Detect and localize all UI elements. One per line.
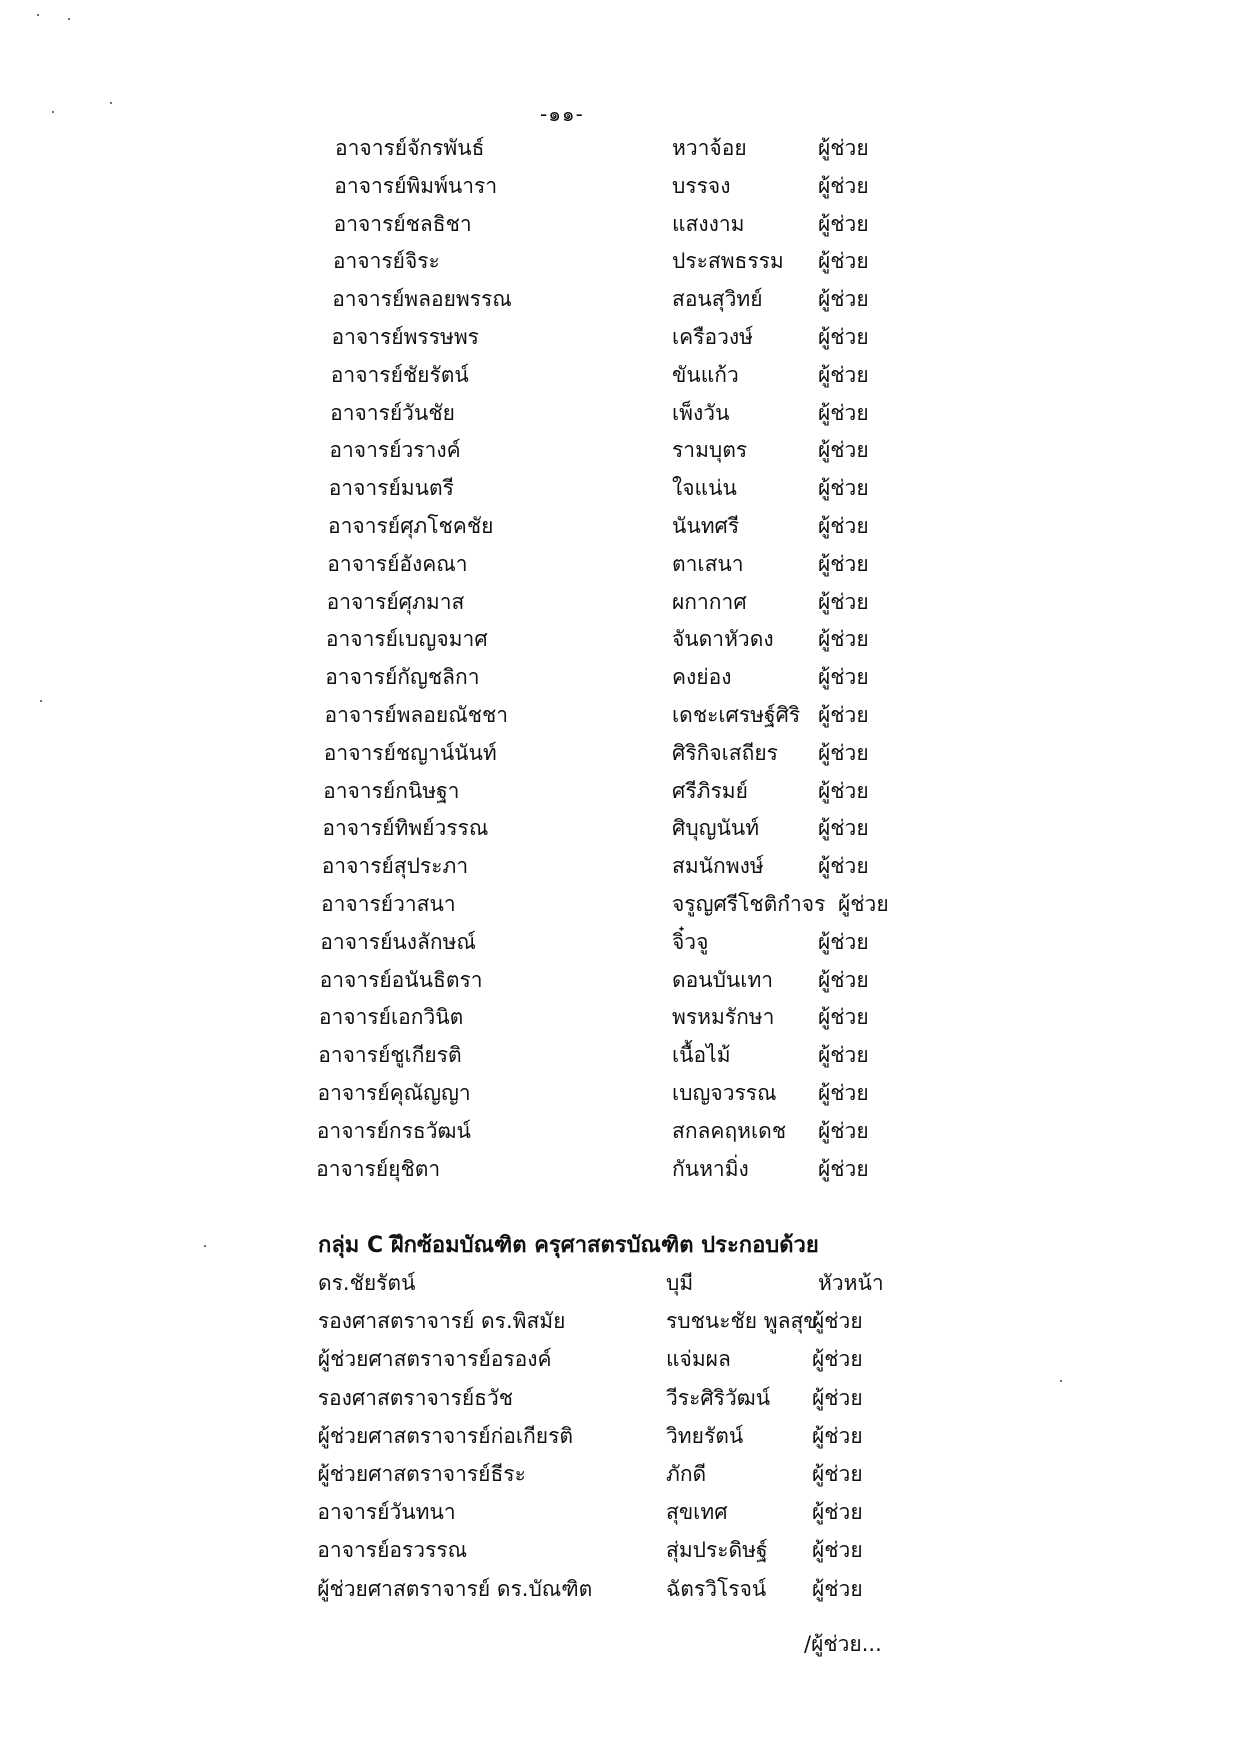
member-name: อาจารย์วาสนา bbox=[321, 892, 456, 916]
member-role: ผู้ช่วย bbox=[818, 400, 869, 425]
member-surname: จรูญศรีโชติกำจร bbox=[672, 892, 826, 916]
scan-speck bbox=[110, 102, 112, 104]
member-row bbox=[0, 697, 1237, 733]
member-surname: ดอนบันเทา bbox=[672, 967, 774, 992]
member-role: ผู้ช่วย bbox=[818, 325, 869, 349]
member-name: อาจารย์วันชัย bbox=[330, 400, 455, 425]
member-row bbox=[0, 1418, 1237, 1454]
member-name: ผู้ช่วยศาสตราจารย์อรองค์ bbox=[317, 1347, 552, 1372]
member-role: ผู้ช่วย bbox=[818, 1156, 869, 1181]
member-role: ผู้ช่วย bbox=[818, 438, 869, 463]
member-row bbox=[0, 206, 1237, 242]
member-surname: ศิริกิจเสถียร bbox=[672, 740, 778, 765]
member-surname: คงย่อง bbox=[672, 665, 732, 690]
member-name: อาจารย์พลอยพรรณ bbox=[332, 287, 512, 312]
member-row bbox=[0, 886, 1237, 922]
member-name: อาจารย์วรางค์ bbox=[329, 438, 461, 463]
scan-speck bbox=[52, 111, 54, 113]
member-row bbox=[0, 1075, 1237, 1111]
member-row bbox=[0, 621, 1237, 657]
member-surname: บุมี bbox=[666, 1271, 694, 1295]
member-role: ผู้ช่วย bbox=[812, 1538, 863, 1563]
member-row bbox=[0, 1037, 1237, 1073]
member-row bbox=[0, 1151, 1237, 1187]
member-role: ผู้ช่วย bbox=[818, 136, 869, 160]
member-row bbox=[0, 1341, 1237, 1377]
member-name: อาจารย์อรวรรณ bbox=[317, 1538, 468, 1563]
member-role: ผู้ช่วย bbox=[812, 1385, 863, 1410]
member-name: อาจารย์ศุภโชคชัย bbox=[328, 514, 494, 538]
member-name: อาจารย์กนิษฐา bbox=[323, 778, 460, 803]
member-row bbox=[0, 848, 1237, 884]
member-role: ผู้ช่วย bbox=[818, 1005, 869, 1030]
scan-speck bbox=[68, 18, 70, 20]
member-role: ผู้ช่วย bbox=[812, 1576, 863, 1601]
member-role: ผู้ช่วย bbox=[818, 627, 869, 652]
member-row bbox=[0, 130, 1237, 166]
member-surname: สุขเทศ bbox=[666, 1500, 728, 1525]
member-role: ผู้ช่วย bbox=[818, 173, 869, 198]
member-surname: สกลคฤหเดช bbox=[672, 1118, 787, 1143]
continuation-marker: /ผู้ช่วย... bbox=[804, 1632, 882, 1656]
member-surname: ประสพธรรม bbox=[672, 249, 784, 274]
member-row bbox=[0, 281, 1237, 317]
member-surname: ฉัตรวิโรจน์ bbox=[666, 1576, 767, 1601]
member-row bbox=[0, 1532, 1237, 1568]
member-name: อาจารย์จักรพันธ์ bbox=[335, 136, 485, 160]
member-name: ผู้ช่วยศาสตราจารย์ ดร.บัณฑิต bbox=[317, 1576, 593, 1601]
member-role: ผู้ช่วย bbox=[818, 1043, 869, 1068]
member-name: ผู้ช่วยศาสตราจารย์ก่อเกียรติ bbox=[317, 1423, 574, 1448]
member-role: ผู้ช่วย bbox=[818, 778, 869, 803]
member-name: อาจารย์มนตรี bbox=[328, 476, 454, 501]
member-surname: ศรีภิรมย์ bbox=[672, 778, 748, 803]
member-surname: ตาเสนา bbox=[672, 551, 744, 576]
member-name: อาจารย์กัญชลิกา bbox=[325, 665, 480, 690]
member-name: อาจารย์คุณัญญา bbox=[317, 1081, 471, 1105]
member-name: อาจารย์วันทนา bbox=[317, 1500, 456, 1525]
member-name: อาจารย์ชัยรัตน์ bbox=[330, 362, 469, 387]
member-row bbox=[0, 1380, 1237, 1416]
member-row bbox=[0, 659, 1237, 695]
member-name: อาจารย์จิระ bbox=[332, 249, 440, 274]
member-role: ผู้ช่วย bbox=[818, 211, 869, 236]
member-role: หัวหน้า bbox=[818, 1271, 884, 1295]
member-role: ผู้ช่วย bbox=[818, 476, 869, 501]
member-row bbox=[0, 357, 1237, 393]
member-role: ผู้ช่วย bbox=[818, 514, 869, 538]
member-surname: เนื้อไม้ bbox=[672, 1043, 731, 1068]
member-surname: พรหมรักษา bbox=[672, 1005, 775, 1030]
member-name: อาจารย์กรธวัฒน์ bbox=[316, 1118, 471, 1143]
member-role: ผู้ช่วย bbox=[818, 551, 869, 576]
member-name: อาจารย์พิมพ์นารา bbox=[334, 173, 498, 198]
member-row bbox=[0, 1494, 1237, 1530]
member-row bbox=[0, 1303, 1237, 1339]
member-role: ผู้ช่วย bbox=[818, 854, 869, 879]
member-role: ผู้ช่วย bbox=[818, 816, 869, 841]
member-row bbox=[0, 999, 1237, 1035]
member-role: ผู้ช่วย bbox=[818, 1081, 869, 1105]
member-row bbox=[0, 810, 1237, 846]
member-row bbox=[0, 1113, 1237, 1149]
member-name: อาจารย์ศุภมาส bbox=[326, 589, 465, 614]
member-name: อาจารย์อนันธิตรา bbox=[319, 967, 483, 992]
member-surname: แจ่มผล bbox=[666, 1347, 731, 1372]
member-role: ผู้ช่วย bbox=[812, 1500, 863, 1525]
member-role: ผู้ช่วย bbox=[818, 740, 869, 765]
member-name: อาจารย์ชลธิชา bbox=[333, 211, 472, 236]
member-name: ผู้ช่วยศาสตราจารย์ธีระ bbox=[317, 1462, 526, 1486]
member-role: ผู้ช่วย bbox=[812, 1347, 863, 1372]
member-surname: นันทศรี bbox=[672, 514, 740, 538]
member-surname: วีระศิริวัฒน์ bbox=[666, 1385, 771, 1410]
member-surname: สุ่มประดิษฐ์ bbox=[666, 1538, 768, 1563]
member-name: อาจารย์ทิพย์วรรณ bbox=[322, 816, 489, 841]
member-surname: เพ็งวัน bbox=[672, 400, 730, 425]
scan-speck bbox=[37, 14, 39, 16]
member-name: อาจารย์อังคณา bbox=[327, 551, 468, 576]
member-surname: ขันแก้ว bbox=[672, 362, 739, 387]
member-row bbox=[0, 735, 1237, 771]
member-row bbox=[0, 1571, 1237, 1607]
member-row bbox=[0, 432, 1237, 468]
member-surname: เดชะเศรษฐ์ศิริ bbox=[672, 703, 801, 727]
member-row bbox=[0, 546, 1237, 582]
member-row bbox=[0, 319, 1237, 355]
member-name: อาจารย์นงลักษณ์ bbox=[320, 929, 476, 954]
member-row bbox=[0, 773, 1237, 809]
member-surname: แสงงาม bbox=[672, 211, 745, 236]
member-name: อาจารย์พรรษพร bbox=[331, 325, 479, 349]
member-name: อาจารย์พลอยณัชชา bbox=[324, 703, 508, 727]
member-surname: บรรจง bbox=[672, 173, 731, 198]
member-name: รองศาสตราจารย์ ดร.พิสมัย bbox=[317, 1309, 566, 1334]
member-surname: รามบุตร bbox=[672, 438, 748, 463]
member-row bbox=[0, 508, 1237, 544]
member-surname: จิ๋วจู bbox=[672, 929, 709, 954]
member-role: ผู้ช่วย bbox=[818, 703, 869, 727]
member-row bbox=[0, 584, 1237, 620]
member-role: ผู้ช่วย bbox=[838, 892, 889, 916]
member-surname: กันหามิ่ง bbox=[672, 1156, 749, 1181]
member-surname: เครือวงษ์ bbox=[672, 325, 754, 349]
member-row bbox=[0, 962, 1237, 998]
member-surname: จันดาหัวดง bbox=[672, 627, 774, 652]
member-name: ดร.ชัยรัตน์ bbox=[318, 1271, 416, 1295]
member-role: ผู้ช่วย bbox=[818, 362, 869, 387]
member-name: อาจารย์สุประภา bbox=[321, 854, 469, 879]
member-role: ผู้ช่วย bbox=[818, 967, 869, 992]
scan-speck bbox=[40, 700, 42, 702]
member-name: อาจารย์ชญาน์นันท์ bbox=[323, 740, 497, 765]
member-name: อาจารย์เอกวินิต bbox=[318, 1005, 464, 1030]
member-row bbox=[0, 1265, 1237, 1301]
page-number: -๑๑- bbox=[540, 102, 584, 126]
scan-speck bbox=[204, 1245, 206, 1247]
member-role: ผู้ช่วย bbox=[818, 665, 869, 690]
member-surname: ผกากาศ bbox=[672, 589, 747, 614]
member-role: ผู้ช่วย bbox=[818, 249, 869, 274]
member-row bbox=[0, 470, 1237, 506]
member-role: ผู้ช่วย bbox=[812, 1462, 863, 1486]
member-name: อาจารย์เบญจมาศ bbox=[325, 627, 488, 652]
member-surname: เบญจวรรณ bbox=[672, 1081, 777, 1105]
scan-speck bbox=[1060, 1380, 1062, 1382]
member-row bbox=[0, 168, 1237, 204]
member-name: อาจารย์ยุชิตา bbox=[316, 1156, 441, 1181]
member-row bbox=[0, 395, 1237, 431]
member-surname: รบชนะชัย พูลสุข bbox=[666, 1309, 818, 1334]
member-role: ผู้ช่วย bbox=[818, 287, 869, 312]
member-row bbox=[0, 924, 1237, 960]
member-name: รองศาสตราจารย์ธวัช bbox=[317, 1385, 514, 1410]
member-role: ผู้ช่วย bbox=[818, 589, 869, 614]
member-surname: สอนสุวิทย์ bbox=[672, 287, 763, 312]
member-role: ผู้ช่วย bbox=[818, 929, 869, 954]
member-role: ผู้ช่วย bbox=[812, 1309, 863, 1334]
member-surname: วิทยรัตน์ bbox=[666, 1423, 744, 1448]
member-row bbox=[0, 243, 1237, 279]
member-name: อาจารย์ชูเกียรติ bbox=[318, 1043, 462, 1068]
member-surname: ภักดี bbox=[666, 1462, 707, 1486]
member-surname: สมนักพงษ์ bbox=[672, 854, 764, 879]
group-c-heading: กลุ่ม C ฝึกซ้อมบัณฑิต ครุศาสตรบัณฑิต ประกอบด้วย bbox=[318, 1233, 819, 1258]
member-row bbox=[0, 1456, 1237, 1492]
member-role: ผู้ช่วย bbox=[818, 1118, 869, 1143]
member-surname: หวาจ้อย bbox=[672, 136, 747, 160]
member-role: ผู้ช่วย bbox=[812, 1423, 863, 1448]
member-surname: ใจแน่น bbox=[672, 476, 737, 501]
member-surname: ศิบุญนันท์ bbox=[672, 816, 760, 841]
